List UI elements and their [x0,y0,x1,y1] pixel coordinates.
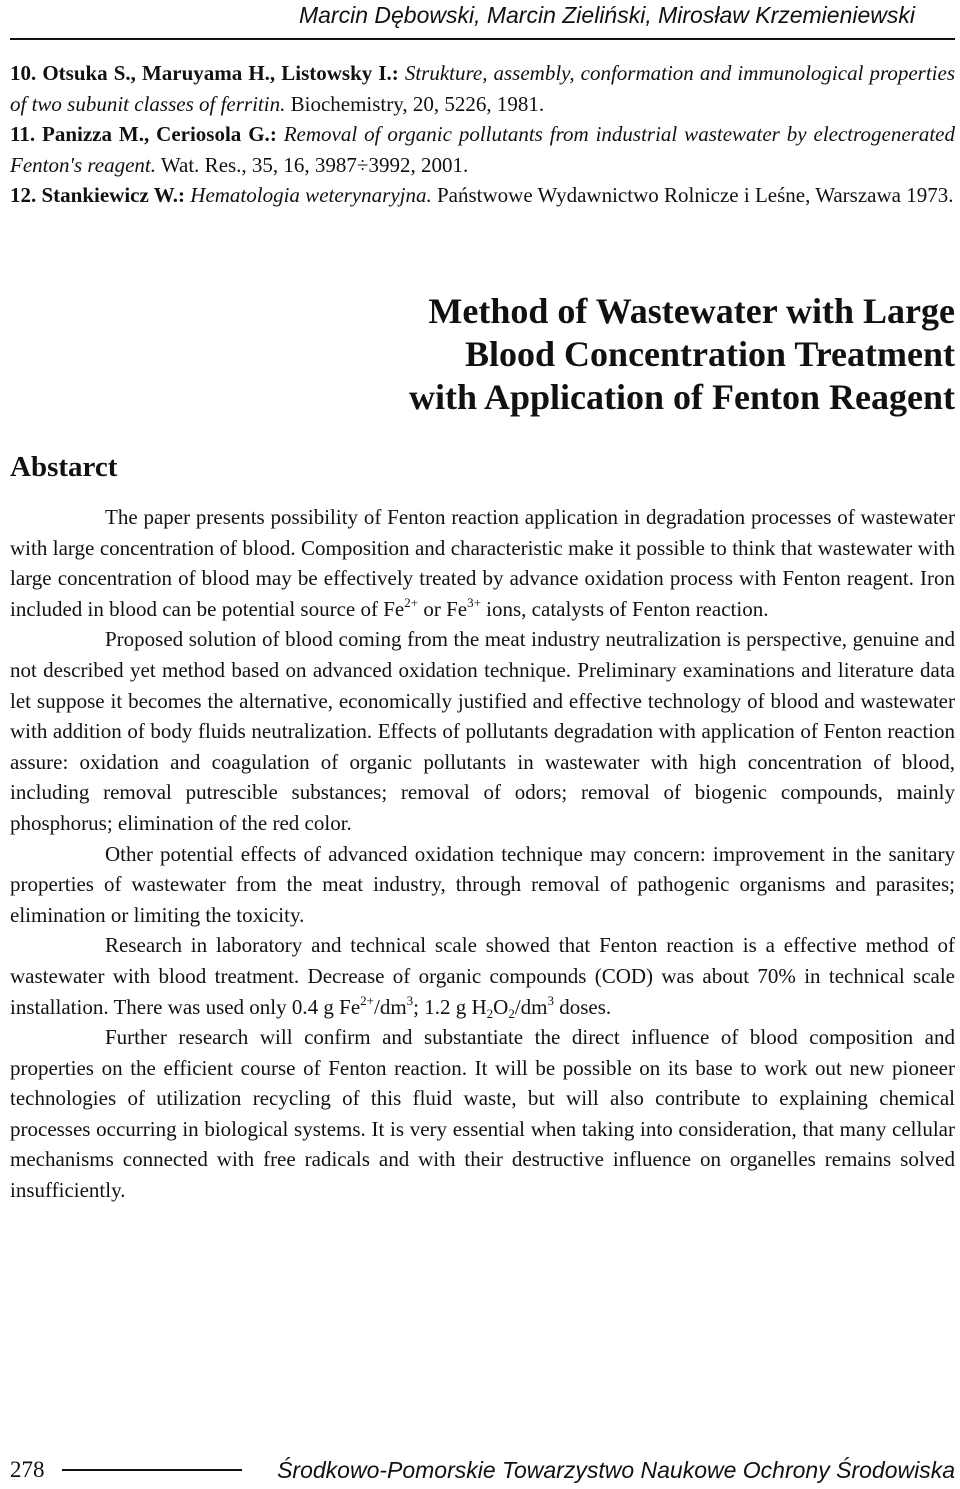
document-page [10,0,955,1489]
reference-number: 11. [10,122,36,146]
superscript: 2+ [360,992,374,1008]
abstract-paragraph: Other potential effects of advanced oxidation technique may concern: improvement in the sanitary properties of wastewater from the meat industry, through removal of pathogenic organisms and parasites; elimination or limiting the toxicity. [10,841,955,927]
reference-authors: Stankiewicz W. [41,183,179,207]
abstract-text: /dm [514,994,548,1019]
abstract-text: ions, catalysts of Fenton reaction. [480,596,769,621]
paper-title [335,290,955,419]
reference-source: Biochemistry, 20, 5226, 1981. [285,91,545,116]
paper-title-line: with Application of Fenton Reagent [408,377,955,417]
abstract-text: /dm [373,994,407,1019]
reference-title: Removal of organic pollutants from industrial wastewater by electrogenerated Fenton's reagent. [10,122,956,177]
reference-separator: : [391,61,405,85]
superscript: 3 [406,992,414,1008]
superscript: 3+ [467,594,481,610]
abstract-text: Research in laboratory and technical scale showed that Fenton reaction is a effective method of wastewater with blood treatment. Decrease of organic compounds (COD) was about 70% in technical scale installation. There was used only 0.4 g Fe [10,933,955,1019]
reference-separator: : [269,122,284,146]
subscript: 2 [508,1005,515,1021]
reference-authors: Otsuka S., Maruyama H., Listowsky I. [42,61,392,85]
footer-rule [62,1469,242,1471]
reference-title: Hematologia weterynaryjna. [190,183,432,207]
abstract-text: doses. [554,994,612,1019]
reference-separator: : [178,183,191,207]
superscript: 3 [547,992,554,1008]
header-rule [10,38,955,40]
abstract-text: ; 1.2 g H [413,994,487,1019]
reference-number: 12. [10,183,37,207]
superscript: 2+ [404,594,419,610]
paper-title-line: Blood Concentration Treatment [465,334,955,374]
subscript: 2 [486,1005,494,1021]
abstract-paragraph: Proposed solution of blood coming from the meat industry neutralization is perspective, genuine and not described yet method based on advanced oxidation technique. Preliminary examinations and literature data let suppose it becomes the alternative, economically justified and effective technology of blood and wastewater with addition of body fluids neutralization. Effects of pollutants degradation with application of Fenton reaction assure: oxidation and coagulation of organic pollutants in wastewater with high concentration of blood, including removal putrescible substances; removal of odors; removal of biogenic compounds, mainly phosphorus; elimination of the red color. [10,627,955,835]
page-footer [10,1455,955,1485]
reference-source: Państwowe Wydawnictwo Rolnicze i Leśne, Warszawa 1973. [431,183,954,207]
abstract-text: The paper presents possibility of Fenton reaction application in degradation processes of wastewater with large concentration of blood. Composition and characteristic make it possible to think that wastewater with large concentration of blood may be effectively treated by advance oxidation process with Fenton reagent. Iron included in blood can be potential source of Fe [10,505,955,621]
reference-item [10,119,955,180]
abstract-paragraph: Further research will confirm and substantiate the direct influence of blood composition and properties on the efficient course of Fenton reaction. It will be possible on its base to work out new pioneer technologies of utilization recycling of this fluid waste, but will also contribute to explaining chemical processes occurring in biological systems. It is very essential when taking into consideration, that many cellular mechanisms connected with free radicals and with their destructive influence on organelles remains solved insufficiently. [10,1025,955,1203]
abstract-heading: Abstarct [10,451,118,483]
reference-item [10,180,955,211]
reference-list [10,58,955,211]
page-number: 278 [10,1457,45,1482]
reference-authors: Panizza M., Ceriosola G. [42,122,270,146]
reference-title: Strukture, assembly, conformation and immunological properties of two subunit classes of ferritin. [10,61,956,116]
reference-number: 10. [10,61,37,85]
abstract-paragraph [10,930,955,1022]
reference-item [10,58,955,119]
running-head-authors: Marcin Dębowski, Marcin Zieliński, Mirosław Krzemieniewski [298,2,915,28]
reference-source: Wat. Res., 35, 16, 3987÷3992, 2001. [156,152,469,177]
abstract-paragraph [10,502,955,624]
abstract-text: or Fe [418,596,468,621]
abstract-body [10,502,955,1206]
abstract-text: O [493,994,509,1019]
journal-name: Środkowo-Pomorskie Towarzystwo Naukowe Ochrony Środowiska [277,1457,955,1483]
paper-title-line: Method of Wastewater with Large [428,291,955,331]
